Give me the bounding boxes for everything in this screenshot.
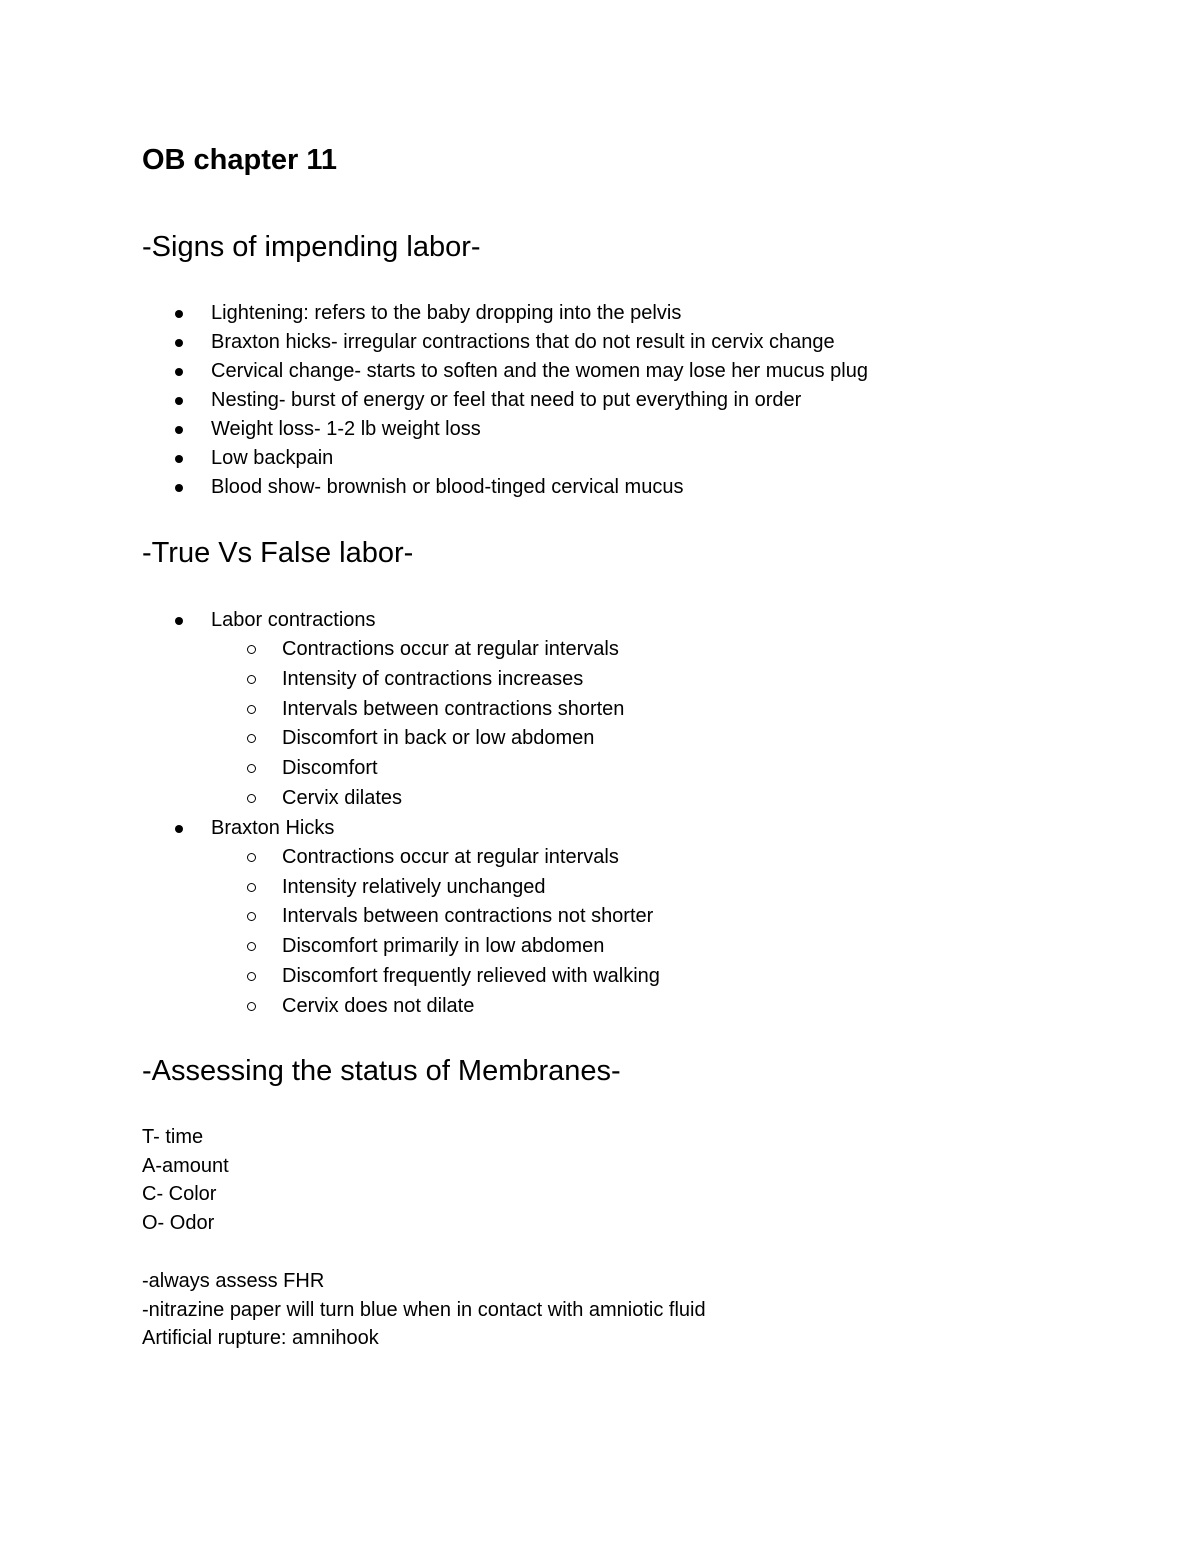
circle-bullet-icon — [247, 734, 256, 743]
circle-bullet-icon — [247, 794, 256, 803]
mnemonic-line: O- Odor — [142, 1211, 215, 1234]
list-item-text: Low backpain — [211, 447, 334, 469]
sub-list-item-text: Intensity relatively unchanged — [282, 875, 546, 898]
sub-list-item-text: Cervix dilates — [282, 786, 403, 809]
sub-list-item-text: Discomfort in back or low abdomen — [282, 727, 595, 750]
mnemonic-line: A-amount — [142, 1154, 229, 1177]
section-heading-membranes: -Assessing the status of Membranes- — [142, 1055, 621, 1087]
list-item-text: Labor contractions — [211, 609, 376, 631]
bullet-icon — [175, 426, 183, 434]
circle-bullet-icon — [247, 1002, 256, 1011]
sub-list-item-text: Contractions occur at regular intervals — [282, 638, 619, 660]
circle-bullet-icon — [247, 675, 256, 684]
circle-bullet-icon — [247, 764, 256, 773]
circle-bullet-icon — [247, 912, 256, 921]
list-item-text: Nesting- burst of energy or feel that need to put everything in order — [211, 389, 802, 411]
bullet-icon — [175, 825, 183, 833]
bullet-icon — [175, 310, 183, 318]
note-line: -nitrazine paper will turn blue when in contact with amniotic fluid — [142, 1298, 706, 1321]
bullet-icon — [175, 397, 183, 405]
document-title: OB chapter 11 — [142, 144, 338, 176]
circle-bullet-icon — [247, 705, 256, 714]
bullet-icon — [175, 455, 183, 463]
circle-bullet-icon — [247, 645, 256, 654]
sub-list-item-text: Discomfort frequently relieved with walking — [282, 964, 660, 987]
list-item-text: Cervical change- starts to soften and the women may lose her mucus plug — [211, 360, 868, 382]
bullet-icon — [175, 484, 183, 492]
sub-list-item-text: Intensity of contractions increases — [282, 667, 584, 690]
note-line: -always assess FHR — [142, 1270, 325, 1292]
sub-list-item-text: Discomfort primarily in low abdomen — [282, 935, 605, 958]
sub-list-item-text: Contractions occur at regular intervals — [282, 845, 619, 868]
sub-list-item-text: Cervix does not dilate — [282, 994, 475, 1017]
note-line: Artificial rupture: amnihook — [142, 1327, 379, 1350]
circle-bullet-icon — [247, 942, 256, 951]
sub-list-item-text: Intervals between contractions not shorter — [282, 905, 654, 928]
list-item-text: Lightening: refers to the baby dropping into the pelvis — [211, 302, 682, 324]
list-item-text: Blood show- brownish or blood-tinged cervical mucus — [211, 476, 684, 498]
list-item-text: Braxton Hicks — [211, 816, 335, 839]
sub-list-item-text: Intervals between contractions shorten — [282, 697, 625, 720]
bullet-icon — [175, 617, 183, 625]
bullet-icon — [175, 368, 183, 376]
circle-bullet-icon — [247, 972, 256, 981]
bullet-icon — [175, 339, 183, 347]
circle-bullet-icon — [247, 853, 256, 862]
list-item-text: Braxton hicks- irregular contractions that do not result in cervix change — [211, 331, 835, 353]
section-heading-true-vs-false: -True Vs False labor- — [142, 537, 414, 569]
list-item-text: Weight loss- 1-2 lb weight loss — [211, 418, 481, 440]
mnemonic-line: T- time — [142, 1126, 204, 1148]
taco-mnemonic — [142, 1123, 229, 1237]
sub-list-item-text: Discomfort — [282, 757, 378, 780]
section-heading-signs: -Signs of impending labor- — [142, 231, 481, 263]
circle-bullet-icon — [247, 883, 256, 892]
mnemonic-line: C- Color — [142, 1183, 217, 1206]
membrane-notes — [142, 1267, 706, 1353]
